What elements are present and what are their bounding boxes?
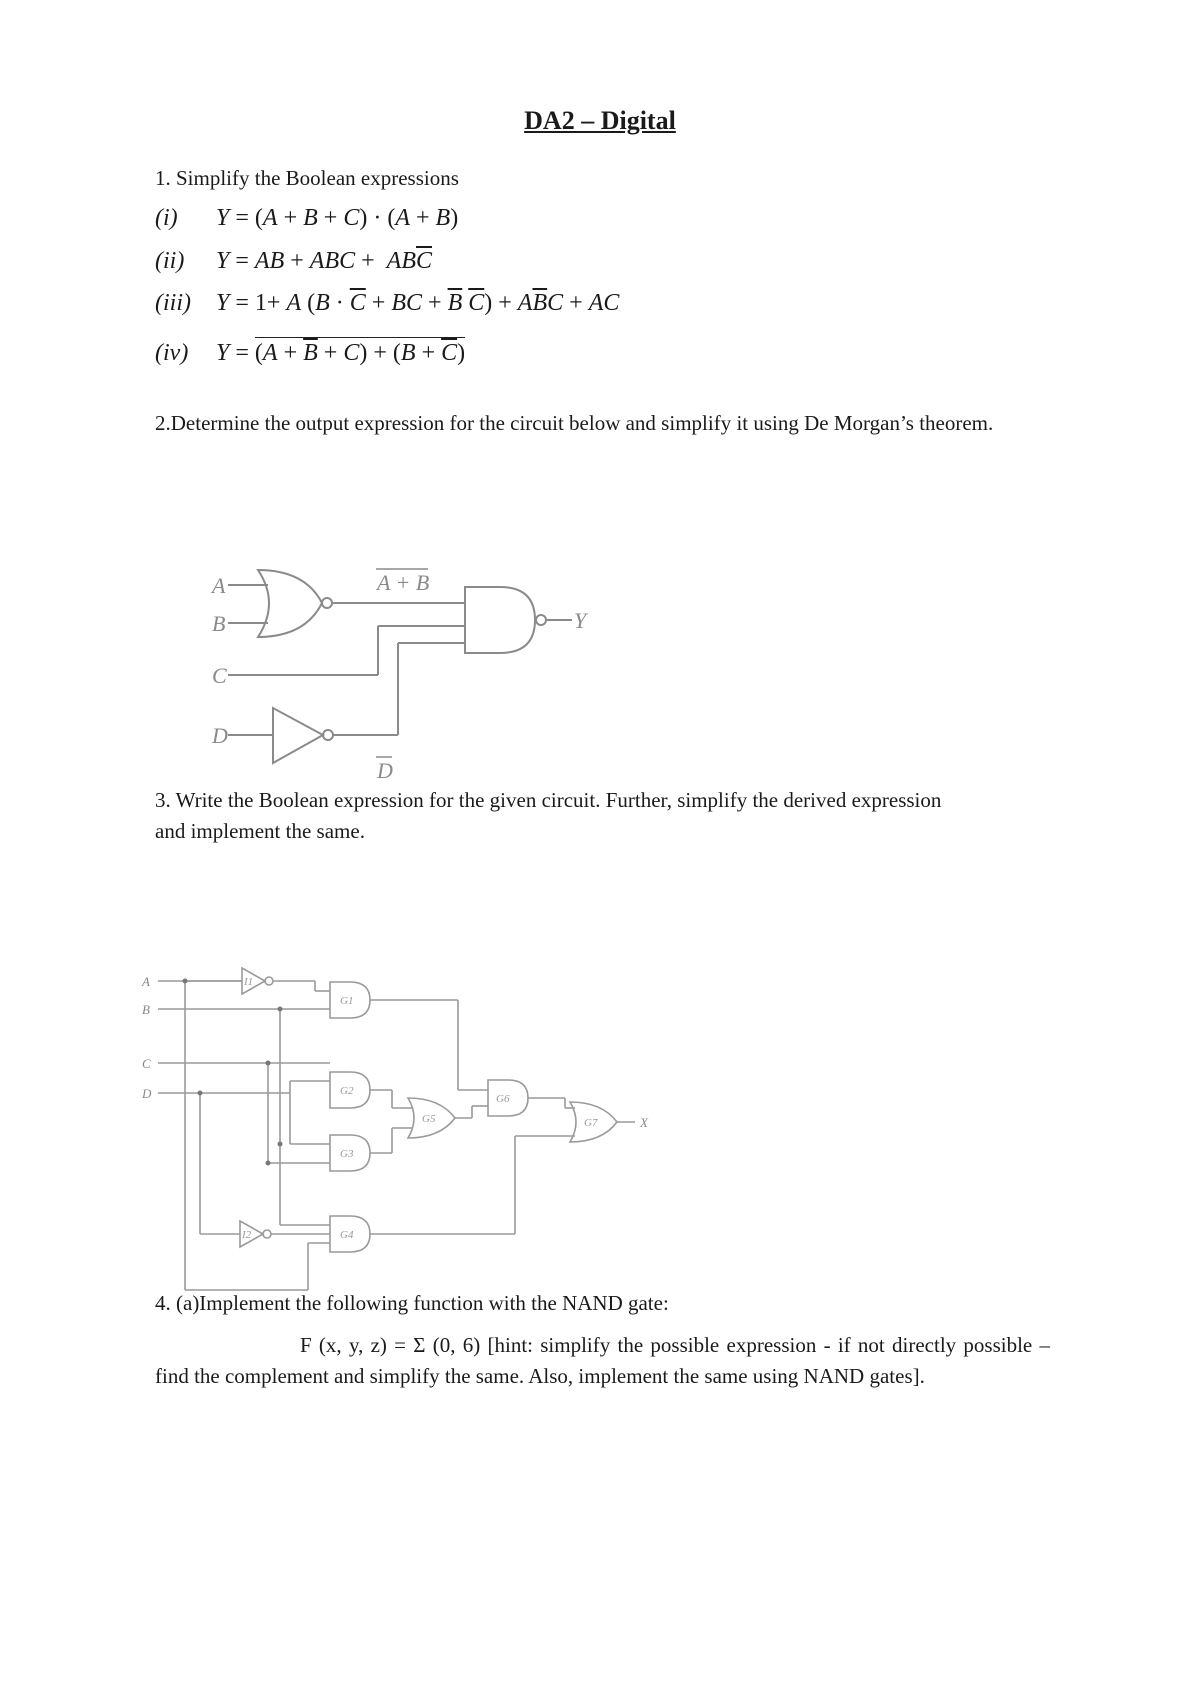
nor-bubble bbox=[322, 598, 332, 608]
q2-label-not-out: D bbox=[377, 758, 393, 783]
page-title: DA2 – Digital bbox=[524, 106, 676, 135]
q1-heading: 1. Simplify the Boolean expressions bbox=[155, 166, 459, 190]
q2-label-a: A bbox=[212, 573, 226, 598]
q3-label-g1: G1 bbox=[340, 995, 354, 1007]
q1-expr-i-text: Y = (A + B + C) · (A + B) bbox=[216, 205, 459, 231]
nand-gate bbox=[465, 587, 535, 653]
nor-gate bbox=[258, 570, 322, 637]
q2-text: 2.Determine the output expression for the circuit below and simplify it using De Morgan’s theorem. bbox=[155, 411, 994, 435]
q2-label-d: D bbox=[212, 723, 228, 748]
q1-expr-i bbox=[155, 205, 458, 232]
q2-label-b: B bbox=[212, 611, 226, 636]
q3-label-g6: G6 bbox=[496, 1093, 510, 1105]
q3-label-a: A bbox=[142, 974, 150, 989]
q3-label-g4: G4 bbox=[340, 1229, 354, 1241]
q3-label-i1: I1 bbox=[244, 976, 254, 988]
q3-label-g7: G7 bbox=[584, 1117, 598, 1129]
q3-label-i2: I2 bbox=[242, 1229, 252, 1241]
q1-num-ii: (ii) bbox=[155, 248, 185, 274]
q2-label-nor-out: A + B bbox=[377, 570, 430, 595]
q2-circuit-diagram bbox=[210, 545, 610, 805]
q1-expr-iii: (iii) Y = 1+ A ($B \cdot \overline{C}$ + BC + $\overline{B}$ $\overline{C}) + A\overline{B}C$ + AC bbox=[155, 290, 620, 316]
q2-label-c: C bbox=[212, 663, 227, 688]
q1-expr-ii: (ii) Y = AB + ABC + $AB\overline{C}$ bbox=[155, 248, 432, 274]
q2-label-y: Y bbox=[574, 608, 587, 633]
q3-circuit-diagram bbox=[140, 960, 700, 1320]
q4-body: F (x, y, z) = Σ (0, 6) [hint: simplify the possible expression - if not directly possible – find the complement and simplify the same. Also, implement the same using NAND gates]. bbox=[155, 1333, 1050, 1388]
q1-num-iv: (iv) bbox=[155, 340, 189, 366]
q3-label-x: X bbox=[640, 1115, 648, 1130]
q1-expr-iv: (iv) $Y = (A + \overline{B} + C) + (B + \overline{C})$ bbox=[155, 340, 465, 367]
q3-label-g5: G5 bbox=[422, 1113, 436, 1125]
nand-bubble bbox=[536, 615, 546, 625]
q3-label-d: D bbox=[142, 1086, 152, 1101]
q3-label-g3: G3 bbox=[340, 1148, 354, 1160]
q3-label-b: B bbox=[142, 1002, 150, 1017]
not-gate bbox=[273, 708, 323, 763]
q1-num-iii: (iii) bbox=[155, 290, 191, 316]
q3-text: 3. Write the Boolean expression for the given circuit. Further, simplify the derived expression and implement the same. bbox=[155, 788, 942, 843]
q3-label-c: C bbox=[142, 1056, 151, 1071]
q4-heading: 4. (a)Implement the following function with the NAND gate: bbox=[155, 1291, 669, 1315]
q3-label-g2: G2 bbox=[340, 1085, 354, 1097]
q1-num-i: (i) bbox=[155, 205, 178, 231]
